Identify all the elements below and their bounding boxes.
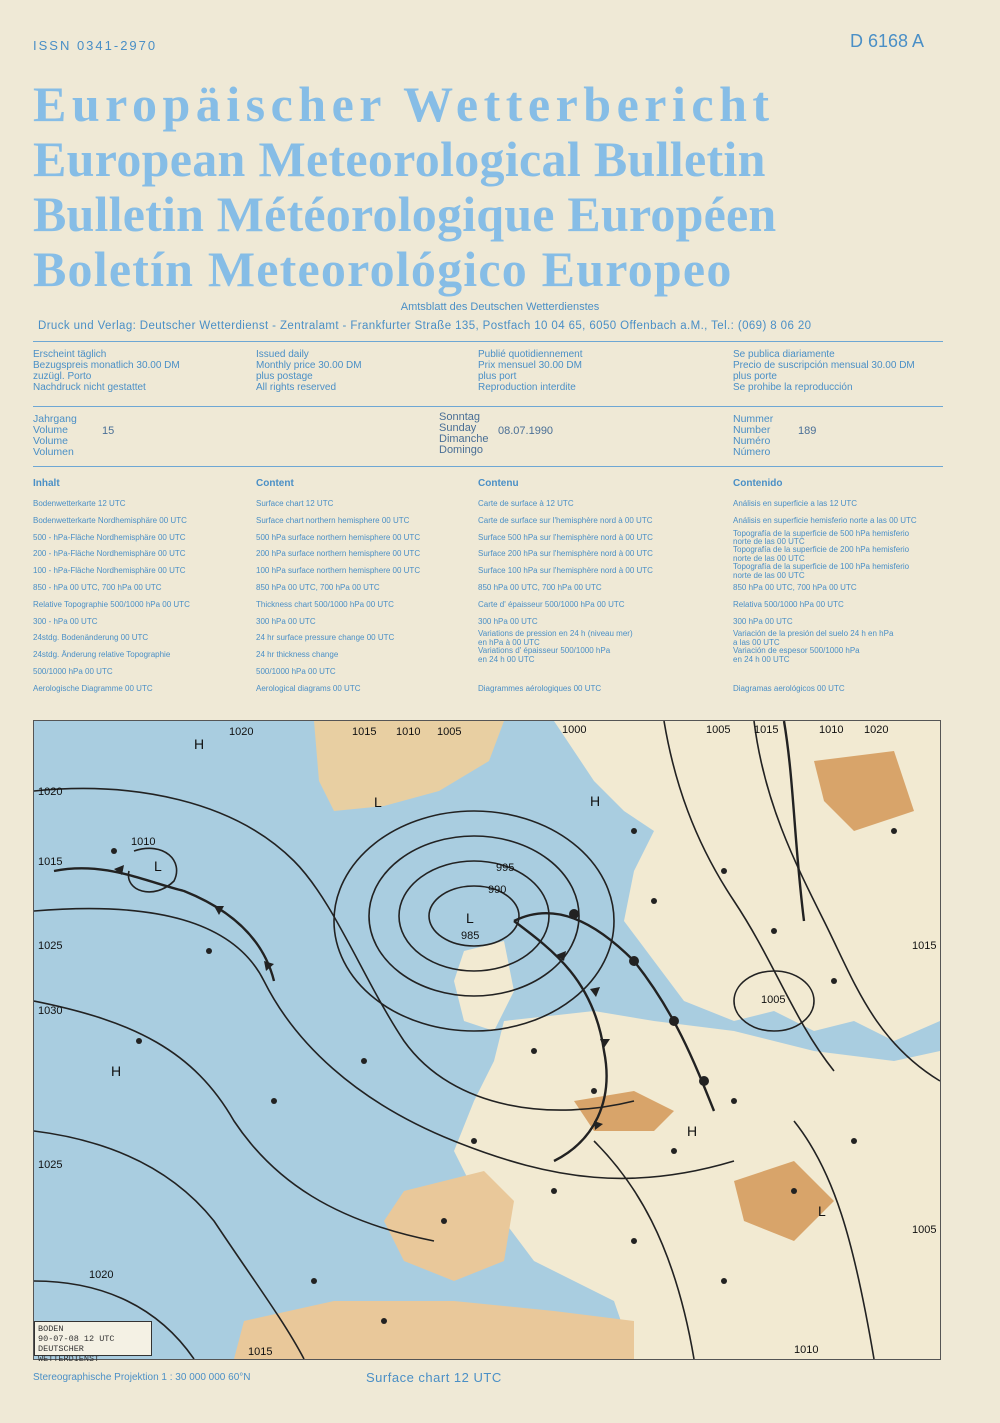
issn-number: ISSN 0341-2970	[33, 38, 158, 53]
volume-label: Volume	[33, 435, 69, 447]
contents-item: 850 hPa 00 UTC, 700 hPa 00 UTC	[478, 582, 602, 592]
number-labels	[733, 414, 773, 458]
front-semicircle	[569, 909, 579, 919]
contents-item: 24 hr thickness change	[256, 650, 339, 660]
contents-header-en: Content	[256, 478, 294, 489]
contents-header-es: Contenido	[733, 478, 783, 489]
contents-item: Carte de surface à 12 UTC	[478, 499, 574, 508]
contents-item: Bodenwetterkarte 12 UTC	[33, 499, 126, 508]
contents-item: 300 hPa 00 UTC	[256, 616, 316, 626]
contents-item-line: Variación de espesor 500/1000 hPa	[733, 646, 860, 656]
station-marker	[111, 848, 117, 854]
number-label: Nummer	[733, 413, 774, 425]
divider	[33, 466, 943, 467]
contents-item: Surface 100 hPa sur l'hemisphère nord à 00 UTC	[478, 566, 653, 576]
info-spanish	[733, 349, 915, 393]
front-semicircle	[699, 1076, 709, 1086]
isobar-label: 1010	[396, 726, 421, 738]
contents-item: Surface chart 12 UTC	[256, 499, 334, 508]
title-spanish: Boletín Meteorológico Europeo	[33, 241, 733, 297]
isobar-label: 1010	[794, 1344, 819, 1356]
station-marker	[206, 948, 212, 954]
station-marker	[381, 1318, 387, 1324]
contents-item-line: a las 00 UTC	[733, 637, 780, 647]
contents-item: 300 hPa 00 UTC	[733, 616, 793, 626]
contents-item-line: Topografía de la superficie de 100 hPa hemisferio	[733, 562, 910, 572]
isobar-label: 995	[496, 862, 515, 874]
contents-item: 24 hr surface pressure change 00 UTC	[256, 633, 395, 643]
station-marker	[791, 1188, 797, 1194]
station-marker	[361, 1058, 367, 1064]
isobar-label: 1015	[754, 724, 779, 736]
number-label: Number	[733, 424, 771, 436]
map-svg	[34, 721, 940, 1359]
isobar-label: 1010	[819, 724, 844, 736]
title-french: Bulletin Météorologique Européen	[33, 186, 777, 242]
contents-item: Aerologische Diagramme 00 UTC	[33, 683, 153, 693]
contents-list-en	[256, 496, 420, 698]
high-center: H	[590, 793, 601, 809]
contents-item-line: norte de las 00 UTC	[733, 553, 805, 563]
station-marker	[631, 1238, 637, 1244]
low-center: L	[374, 794, 382, 810]
station-marker	[831, 978, 837, 984]
isobar-label: 1015	[248, 1346, 273, 1358]
isobar-label: 1025	[38, 940, 63, 952]
front-semicircle	[669, 1016, 679, 1026]
info-line: Publié quotidiennement	[478, 349, 583, 360]
day-label: Sunday	[439, 422, 477, 434]
contents-item: 300 hPa 00 UTC	[478, 616, 538, 626]
station-marker	[731, 1098, 737, 1104]
contents-list-fr	[478, 496, 653, 698]
contents-item: Relative Topographie 500/1000 hPa 00 UTC	[33, 599, 190, 609]
station-marker	[721, 1278, 727, 1284]
info-german	[33, 349, 180, 393]
isobar-label: 1005	[912, 1224, 937, 1236]
contents-item: 200 hPa surface northern hemisphere 00 UTC	[256, 549, 421, 559]
issue-date: 08.07.1990	[498, 425, 554, 437]
contents-item-line: en 24 h 00 UTC	[478, 654, 535, 664]
isobar-label: 1030	[38, 1005, 63, 1017]
contents-item: 100 - hPa-Fläche Nordhemisphäre 00 UTC	[33, 566, 186, 576]
station-marker	[851, 1138, 857, 1144]
contents-item: Diagrammes aérologiques 00 UTC	[478, 683, 602, 693]
volume-label: Volumen	[33, 446, 74, 458]
contents-item: 500/1000 hPa 00 UTC	[256, 666, 336, 676]
contents-item: Carte de surface sur l'hemisphère nord à 00 UTC	[478, 515, 653, 525]
contents-item-line: en 24 h 00 UTC	[733, 654, 790, 664]
info-line: plus postage	[256, 371, 313, 382]
contents-item	[478, 647, 653, 664]
station-marker	[551, 1188, 557, 1194]
low-center: L	[466, 910, 474, 926]
volume-label: Volume	[33, 424, 69, 436]
contents-item: Carte d' épaisseur 500/1000 hPa 00 UTC	[478, 599, 625, 609]
contents-item: 850 hPa 00 UTC, 700 hPa 00 UTC	[256, 582, 380, 592]
station-marker	[671, 1148, 677, 1154]
station-marker	[771, 928, 777, 934]
contents-item: 500 hPa surface northern hemisphere 00 UTC	[256, 532, 421, 542]
isobar-label: 1020	[229, 726, 254, 738]
high-center: H	[687, 1123, 698, 1139]
info-line: Precio de suscripción mensual 30.00 DM	[733, 360, 915, 371]
contents-item-line: norte de las 00 UTC	[733, 537, 805, 547]
contents-item: Diagramas aerológicos 00 UTC	[733, 683, 845, 693]
isobar-label: 1005	[706, 724, 731, 736]
isobar-label: 985	[461, 930, 480, 942]
contents-item	[733, 664, 917, 681]
station-marker	[651, 898, 657, 904]
station-marker	[891, 828, 897, 834]
day-label: Sonntag	[439, 411, 480, 423]
station-marker	[136, 1038, 142, 1044]
info-line: Bezugspreis monatlich 30.00 DM	[33, 360, 180, 371]
map-caption: Surface chart 12 UTC	[366, 1370, 502, 1385]
legend-line: BODEN	[38, 1324, 64, 1334]
contents-item-line: Topografía de la superficie de 200 hPa hemisferio	[733, 545, 910, 555]
info-line: Se publica diariamente	[733, 349, 835, 360]
high-center: H	[111, 1063, 122, 1079]
volume-value: 15	[102, 425, 115, 437]
divider	[33, 341, 943, 342]
contents-item: Relativa 500/1000 hPa 00 UTC	[733, 599, 844, 609]
isobar-label: 1020	[864, 724, 889, 736]
contents-list-es	[733, 496, 917, 698]
contents-item: 200 - hPa-Fläche Nordhemisphäre 00 UTC	[33, 549, 186, 559]
station-marker	[591, 1088, 597, 1094]
isobar-label: 1005	[437, 726, 462, 738]
info-line: plus porte	[733, 371, 777, 382]
contents-item-line: norte de las 00 UTC	[733, 570, 805, 580]
station-marker	[531, 1048, 537, 1054]
contents-header-de: Inhalt	[33, 478, 60, 489]
contents-item: 850 - hPa 00 UTC, 700 hPa 00 UTC	[33, 582, 162, 592]
contents-item: Surface 500 hPa sur l'hemisphère nord à 00 UTC	[478, 532, 653, 542]
title-english: European Meteorological Bulletin	[33, 131, 766, 187]
contents-item-line: en hPa à 00 UTC	[478, 637, 540, 647]
day-label: Dimanche	[439, 433, 489, 445]
contents-item: 100 hPa surface northern hemisphere 00 UTC	[256, 566, 421, 576]
station-marker	[471, 1138, 477, 1144]
contents-item-line: Variación de la presión del suelo 24 h en hPa	[733, 629, 894, 639]
info-line: zuzügl. Porto	[33, 371, 92, 382]
info-line: plus port	[478, 371, 517, 382]
info-line: All rights reserved	[256, 382, 337, 393]
amtsblatt-line: Amtsblatt des Deutschen Wetterdienstes	[400, 301, 600, 313]
info-line: Nachdruck nicht gestattet	[33, 382, 146, 393]
contents-item	[733, 647, 917, 664]
info-french	[478, 349, 583, 393]
projection-note: Stereographische Projektion 1 : 30 000 000 60°N	[33, 1372, 251, 1383]
contents-item: 850 hPa 00 UTC, 700 hPa 00 UTC	[733, 582, 857, 592]
contents-item: Surface chart northern hemisphere 00 UTC	[256, 515, 410, 525]
contents-item: Thickness chart 500/1000 hPa 00 UTC	[256, 599, 394, 609]
low-center: L	[154, 858, 162, 874]
contents-item: Análisis en superficie a las 12 UTC	[733, 499, 858, 508]
isobar-label: 1025	[38, 1159, 63, 1171]
publisher-line: Druck und Verlag: Deutscher Wetterdienst - Zentralamt - Frankfurter Straße 135, Postfach 10 04 65, 6050 Offenbach a.M., Tel.: (069) 8 06 20	[38, 320, 812, 332]
isobar-label: 1020	[38, 786, 63, 798]
number-label: Número	[733, 446, 771, 458]
contents-item: 500 - hPa-Fläche Nordhemisphäre 00 UTC	[33, 532, 186, 542]
day-labels	[439, 412, 489, 456]
map-legend-box	[34, 1321, 152, 1364]
contents-item-line: Variations de pression en 24 h (niveau mer)	[478, 629, 633, 639]
station-marker	[271, 1098, 277, 1104]
contents-header-fr: Contenu	[478, 478, 519, 489]
contents-item-line: Topografía de la superficie de 500 hPa hemisferio	[733, 528, 910, 538]
low-center: L	[818, 1203, 826, 1219]
info-line: Erscheint täglich	[33, 349, 107, 360]
station-marker	[441, 1218, 447, 1224]
isobar-label: 1000	[562, 724, 587, 736]
isobar-label: 1020	[89, 1269, 114, 1281]
contents-item: 300 - hPa 00 UTC	[33, 616, 98, 626]
contents-item: 24stdg. Änderung relative Topographie	[33, 650, 171, 660]
day-label: Domingo	[439, 444, 484, 456]
publication-code: D 6168 A	[850, 31, 925, 51]
contents-item: Análisis en superficie hemisferio norte a las 00 UTC	[733, 515, 917, 525]
isobar-label: 1005	[761, 994, 786, 1006]
station-marker	[721, 868, 727, 874]
isobar-label: 1015	[352, 726, 377, 738]
station-marker	[631, 828, 637, 834]
isobar-label: 990	[488, 884, 507, 896]
title-german: Europäischer Wetterbericht	[33, 76, 775, 132]
number-label: Numéro	[733, 435, 771, 447]
contents-item: Aerological diagrams 00 UTC	[256, 683, 361, 693]
contents-item: Bodenwetterkarte Nordhemisphäre 00 UTC	[33, 515, 187, 525]
info-line: Issued daily	[256, 349, 309, 360]
legend-line: 90-07-08 12 UTC	[38, 1334, 115, 1344]
isobar-label: 1015	[38, 856, 63, 868]
contents-item: 24stdg. Bodenänderung 00 UTC	[33, 633, 149, 643]
volume-labels	[33, 414, 77, 458]
high-center: H	[194, 736, 205, 752]
contents-item	[733, 563, 917, 580]
front-semicircle	[629, 956, 639, 966]
isobar-label: 1010	[131, 836, 156, 848]
contents-item	[733, 630, 917, 647]
legend-line: DEUTSCHER WETTERDIENST	[38, 1344, 100, 1364]
station-marker	[311, 1278, 317, 1284]
divider	[33, 406, 943, 407]
contents-item	[733, 546, 917, 563]
contents-item	[478, 664, 653, 681]
contents-item	[478, 630, 653, 647]
info-line: Prix mensuel 30.00 DM	[478, 360, 582, 371]
info-line: Monthly price 30.00 DM	[256, 360, 362, 371]
info-line: Reproduction interdite	[478, 382, 576, 393]
contents-item: 500/1000 hPa 00 UTC	[33, 666, 113, 676]
isobar-label: 1015	[912, 940, 937, 952]
surface-weather-map	[33, 720, 941, 1360]
contents-list-de	[33, 496, 190, 698]
info-line: Se prohibe la reproducción	[733, 382, 853, 393]
contents-item: Surface 200 hPa sur l'hemisphère nord à 00 UTC	[478, 549, 653, 559]
contents-item-line: Variations d' épaisseur 500/1000 hPa	[478, 646, 611, 656]
issue-number: 189	[798, 425, 817, 437]
volume-label: Jahrgang	[33, 413, 77, 425]
contents-item	[733, 530, 917, 547]
info-english	[256, 349, 362, 393]
